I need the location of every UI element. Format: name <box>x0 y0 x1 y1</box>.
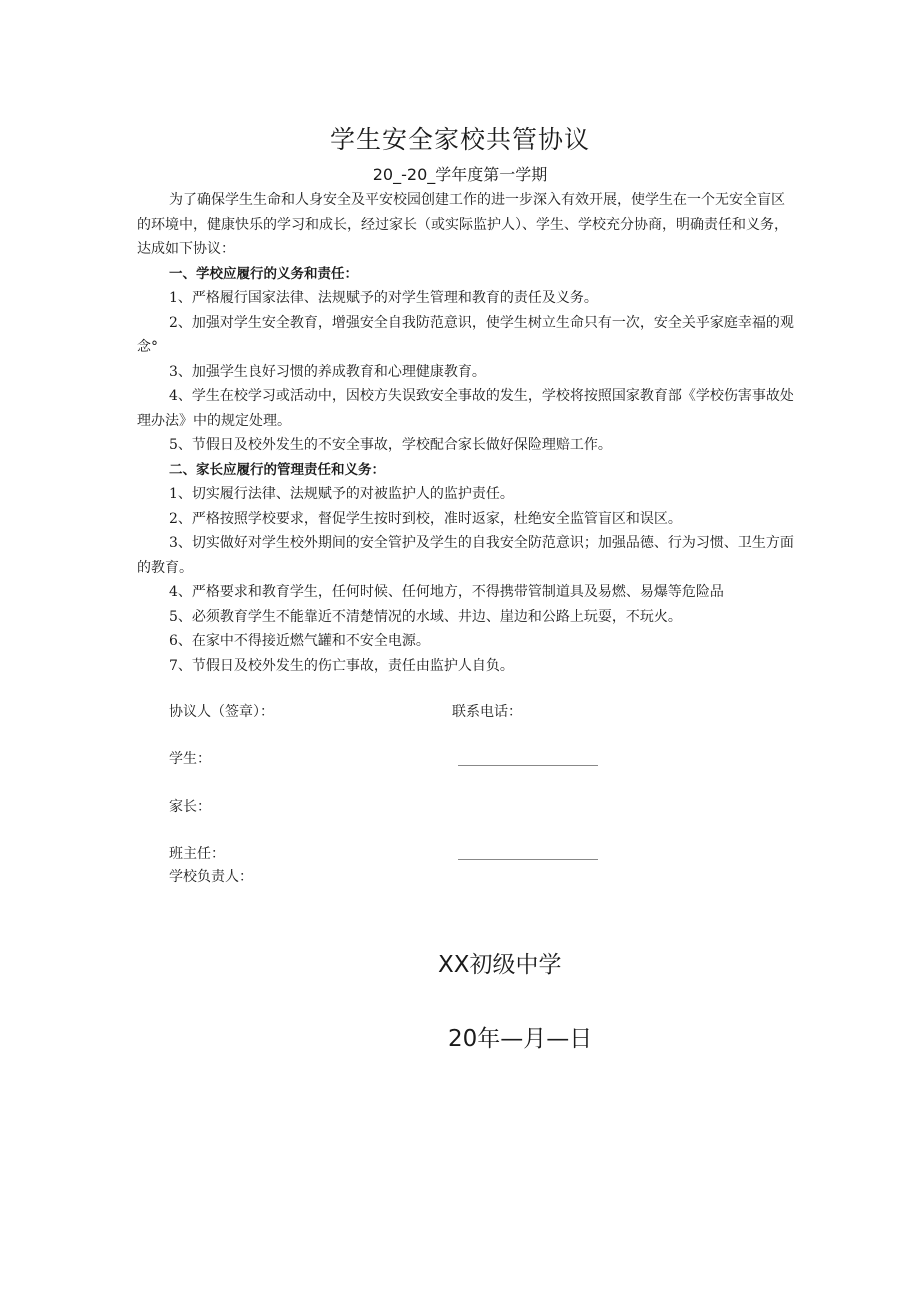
section1-item: 1、严格履行国家法律、法规赋予的对学生管理和教育的责任及义务。 <box>169 290 598 306</box>
section2-item: 1、切实履行法律、法规赋予的对被监护人的监护责任。 <box>169 486 514 502</box>
section1-item: 5、节假日及校外发生的不安全事故，学校配合家长做好保险理赔工作。 <box>169 437 612 453</box>
parent-label: 家长： <box>169 799 211 815</box>
teacher-label: 班主任： <box>169 846 225 862</box>
document-title: 学生安全家校共管协议 <box>329 125 590 154</box>
document-body <box>137 188 797 678</box>
phone-line <box>458 765 598 766</box>
document-subtitle: 20_-20_学年度第一学期 <box>372 165 548 184</box>
principal-label: 学校负责人： <box>169 869 253 885</box>
document-date: 20年—月—日 <box>448 1026 593 1052</box>
section1-item: 4、学生在校学习或活动中，因校方失误致安全事故的发生，学校将按照国家教育部《学校伤害事故处理办法》中的规定处理。 <box>137 388 794 429</box>
section2-item: 6、在家中不得接近燃气罐和不安全电源。 <box>169 633 430 649</box>
intro-paragraph: 为了确保学生生命和人身安全及平安校园创建工作的进一步深入有效开展，使学生在一个无安全盲区的环境中，健康快乐的学习和成长，经过家长（或实际监护人）、学生、学校充分协商，明确责任和义务，达成如下协议： <box>137 192 788 257</box>
section2-item: 2、严格按照学校要求，督促学生按时到校，准时返家，杜绝安全监管盲区和误区。 <box>169 510 682 527</box>
signature-line <box>458 859 598 860</box>
section2-item: 7、节假日及校外发生的伤亡事故，责任由监护人自负。 <box>169 657 514 674</box>
section1-heading: 一、学校应履行的义务和责任： <box>169 265 358 282</box>
student-label: 学生： <box>169 751 211 767</box>
section1-item: 3、加强学生良好习惯的养成教育和心理健康教育。 <box>169 363 486 380</box>
phone-label: 联系电话： <box>452 704 522 720</box>
section2-heading: 二、家长应履行的管理责任和义务： <box>169 461 385 478</box>
section1-item: 2、加强对学生安全教育，增强安全自我防范意识，使学生树立生命只有一次，安全关乎家庭幸福的观念° <box>137 314 794 355</box>
section2-item: 4、严格要求和教育学生，任何时候、任何地方，不得携带管制道具及易燃、易爆等危险品 <box>169 584 724 600</box>
section2-item: 3、切实做好对学生校外期间的安全管护及学生的自我安全防范意识；加强品德、行为习惯、卫生方面的教育。 <box>137 535 794 576</box>
parties-label: 协议人（签章）： <box>169 704 274 720</box>
section2-item: 5、必须教育学生不能靠近不清楚情况的水域、井边、崖边和公路上玩耍，不玩火。 <box>169 608 682 625</box>
school-name: XX初级中学 <box>438 952 562 978</box>
